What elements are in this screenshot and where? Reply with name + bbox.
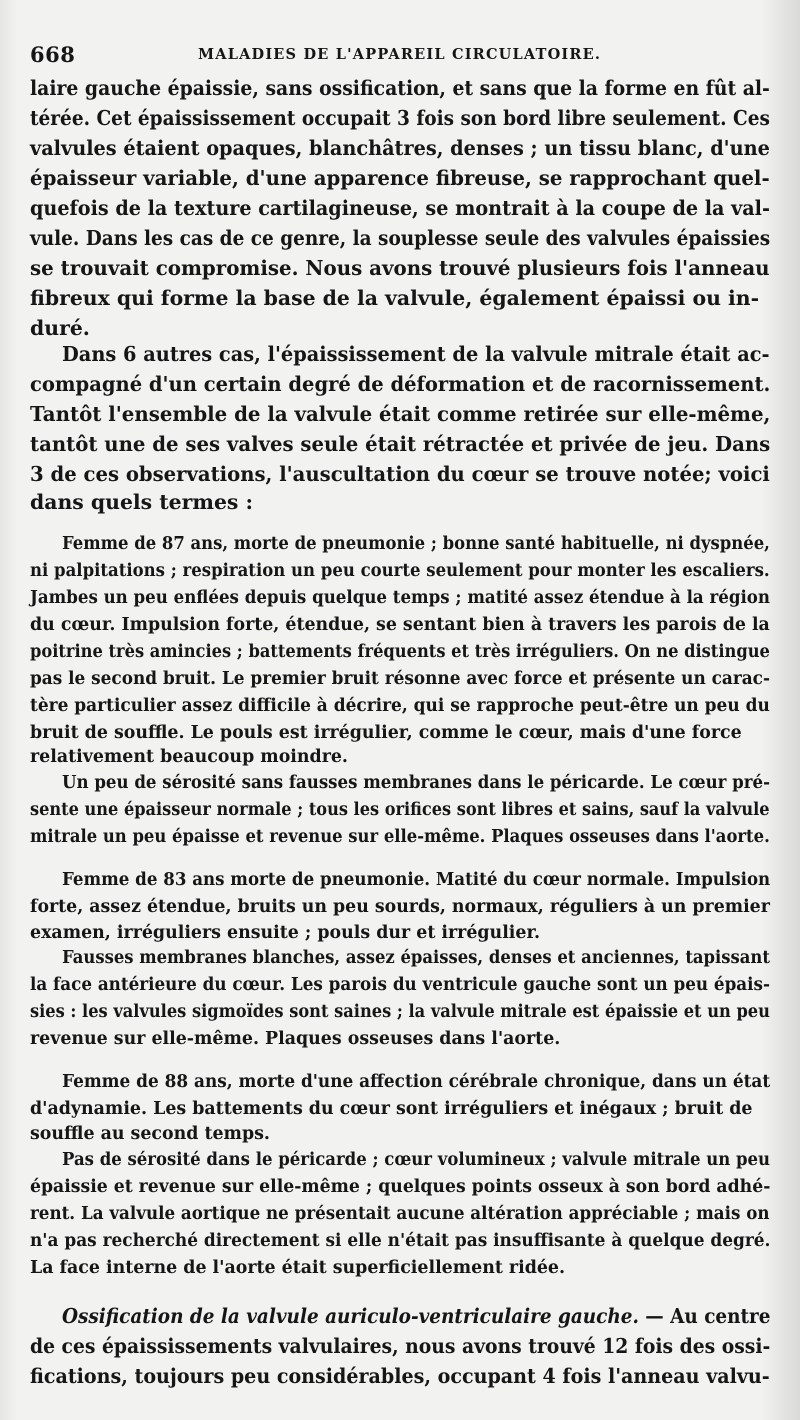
observation-line: tère particulier assez difficile à décrire, qui se rapproche peut-être un peu du <box>30 696 770 716</box>
text-line: de ces épaississements valvulaires, nous avons trouvé 12 fois des ossi- <box>30 1334 771 1358</box>
text-line: vule. Dans les cas de ce genre, la souplesse seule des valvules épaissies <box>30 226 771 250</box>
text-line: compagné d'un certain degré de déformation et de racornissement. <box>30 372 771 396</box>
observation-line: Femme de 87 ans, morte de pneumonie ; bonne santé habituelle, ni dyspnée, <box>62 534 770 554</box>
observation-line: sente une épaisseur normale ; tous les orifices sont libres et sains, sauf la valvule <box>30 800 770 820</box>
observation-line: ni palpitations ; respiration un peu courte seulement pour monter les escaliers. <box>30 561 770 581</box>
text-line: tantôt une de ses valves seule était rétractée et privée de jeu. Dans <box>30 432 771 456</box>
page-header <box>30 42 770 72</box>
section-heading-italic: Ossification de la valvule auriculo-ventriculaire gauche. <box>62 1304 639 1328</box>
observation-line: rent. La valvule aortique ne présentait aucune altération appréciable ; mais on <box>30 1204 770 1224</box>
text-line: valvules étaient opaques, blanchâtres, denses ; un tissu blanc, d'une <box>30 136 770 160</box>
text-line: térée. Cet épaississement occupait 3 fois son bord libre seulement. Ces <box>30 106 770 130</box>
observation-line: mitrale un peu épaisse et revenue sur elle-même. Plaques osseuses dans l'aorte. <box>30 827 770 847</box>
observation-line: d'adynamie. Les battements du cœur sont irréguliers et inégaux ; bruit de <box>30 1099 753 1119</box>
observation-line: Fausses membranes blanches, assez épaisses, denses et anciennes, tapissant <box>62 948 770 968</box>
observation-line: relativement beaucoup moindre. <box>30 747 348 767</box>
observation-line: forte, assez étendue, bruits un peu sourds, normaux, réguliers à un premier <box>30 897 770 917</box>
text-line: Tantôt l'ensemble de la valvule était comme retirée sur elle-même, <box>30 402 771 426</box>
observation-line: épaissie et revenue sur elle-même ; quelques points osseux à son bord adhé- <box>30 1177 771 1197</box>
observation-line: bruit de souffle. Le pouls est irrégulier, comme le cœur, mais d'une force <box>30 723 742 743</box>
text-line: quefois de la texture cartilagineuse, se montrait à la coupe de la val- <box>30 196 770 220</box>
observation-line: La face interne de l'aorte était superficiellement ridée. <box>30 1258 566 1278</box>
observation-line: Un peu de sérosité sans fausses membranes dans le péricarde. Le cœur pré- <box>62 773 770 793</box>
observation-line: Pas de sérosité dans le péricarde ; cœur volumineux ; valvule mitrale un peu <box>62 1150 771 1170</box>
observation-line: Femme de 83 ans morte de pneumonie. Matité du cœur normale. Impulsion <box>62 870 771 890</box>
observation-line: Femme de 88 ans, morte d'une affection cérébrale chronique, dans un état <box>62 1072 771 1092</box>
observation-line: du cœur. Impulsion forte, étendue, se sentant bien à travers les parois de la <box>30 615 770 635</box>
observation-line: Jambes un peu enflées depuis quelque temps ; matité assez étendue à la région <box>30 588 770 608</box>
observation-line: la face antérieure du cœur. Les parois du ventricule gauche sont un peu épais- <box>30 975 770 995</box>
text-line: 3 de ces observations, l'auscultation du cœur se trouve notée; voici <box>30 462 770 486</box>
observation-line: poitrine très amincies ; battements fréquents et très irréguliers. On ne distingue <box>30 642 770 662</box>
text-line: épaisseur variable, d'une apparence fibreuse, se rapprochant quel- <box>30 166 770 190</box>
text-line: dans quels termes : <box>30 490 254 514</box>
text-line: se trouvait compromise. Nous avons trouvé plusieurs fois l'anneau <box>30 256 770 280</box>
text-line: laire gauche épaissie, sans ossification, et sans que la forme en fût al- <box>30 76 770 100</box>
text-line: fications, toujours peu considérables, occupant 4 fois l'anneau valvu- <box>30 1364 770 1388</box>
running-title: MALADIES DE L'APPAREIL CIRCULATOIRE. <box>198 46 602 63</box>
section-lead-rest: — Au centre <box>638 1304 771 1328</box>
text-line: fibreux qui forme la base de la valvule, également épaissi ou in- <box>30 286 760 310</box>
observation-line: revenue sur elle-même. Plaques osseuses dans l'aorte. <box>30 1029 561 1049</box>
page-number: 668 <box>30 42 76 67</box>
section-lead-line <box>62 1306 770 1326</box>
observation-line: souffle au second temps. <box>30 1124 270 1144</box>
observation-line: n'a pas recherché directement si elle n'était pas insuffisante à quelque degré. <box>30 1231 771 1251</box>
text-line: duré. <box>30 316 90 340</box>
observation-line: sies : les valvules sigmoïdes sont saines ; la valvule mitrale est épaissie et un peu <box>30 1002 770 1022</box>
observation-line: examen, irréguliers ensuite ; pouls dur et irrégulier. <box>30 923 541 943</box>
text-line: Dans 6 autres cas, l'épaississement de la valvule mitrale était ac- <box>62 342 770 366</box>
observation-line: pas le second bruit. Le premier bruit résonne avec force et présente un carac- <box>30 669 770 689</box>
